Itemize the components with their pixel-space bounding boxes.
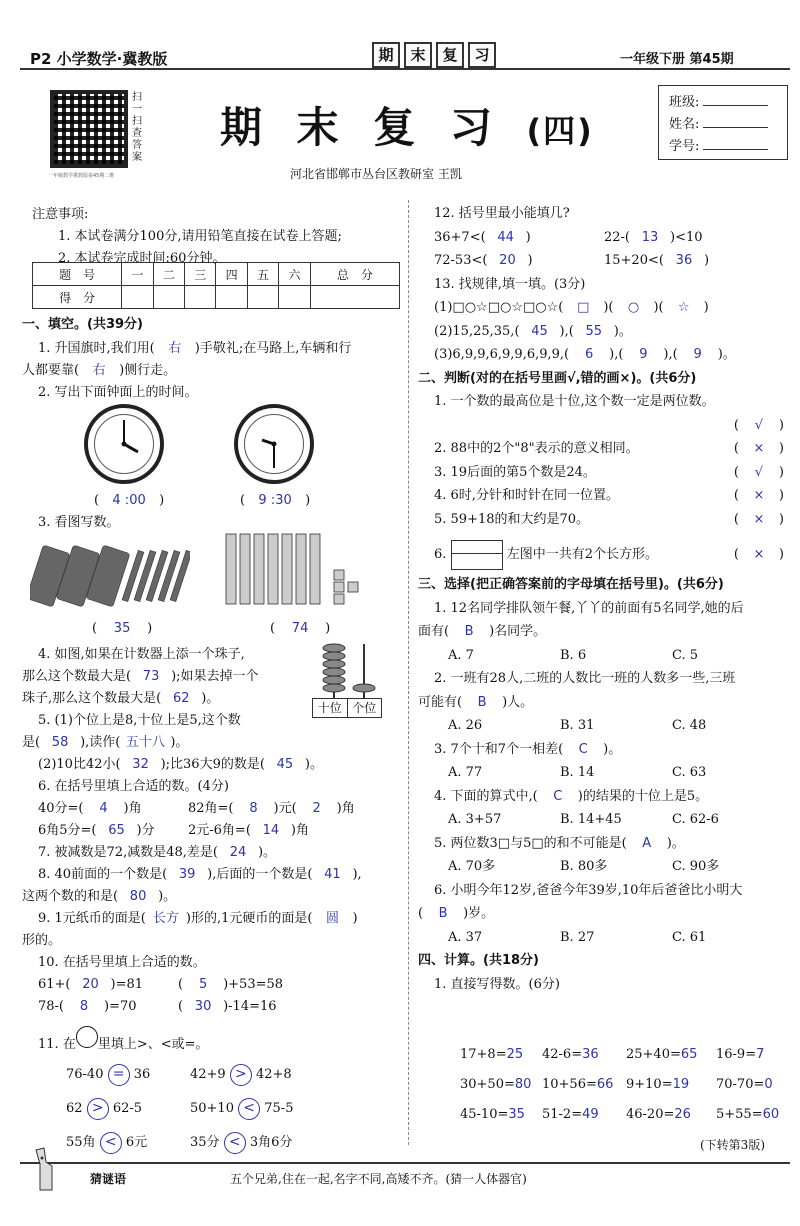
table-cell: 五 xyxy=(247,263,278,286)
calc-row: 30+50=80 10+56=66 9+10=19 70-70=0 xyxy=(460,1077,773,1092)
qr-code-icon[interactable] xyxy=(50,90,128,168)
answer[interactable]: B xyxy=(464,624,474,639)
answer[interactable]: 14 xyxy=(262,823,280,838)
answer[interactable]: 80 xyxy=(129,889,147,904)
q5-to-q11: 5. (1)个位上是8,十位上是5,这个数 是( 58 ),读作( 五十八 )。 (2)10比42小( 32 );比36大9的数是( 45 )。 6. 在括号里填上合适的数。(4分) 40分=( 4 )角 82角=( 8 )元( 2 )角 6角5分=( 65 )分 2元-6角=( 14 )角 7. 被减数是72,减数是48,差是( 24 )。 8. 40前面的一个数是( 39 ),后面的一个数是( 41 ), 这两个数的和是( 80 )。 9. 1元纸币的面是( 长方 )形的,1元硬币的面是( 圆 ) 形的。 10. 在括号里填上合适的数。 61+( 20 )=81 ( 5 )+53=58 78-( 8 )=70 ( 30 )-14=16 11. 在 里填上>、<或=。 xyxy=(22,713,362,1052)
answer[interactable]: C xyxy=(553,788,563,804)
sticks-picture-icon xyxy=(30,540,190,610)
score-cell[interactable] xyxy=(279,286,310,309)
answer[interactable]: 32 xyxy=(132,757,149,772)
section-2-heading: 二、判断(对的在括号里画√,错的画×)。(共6分) xyxy=(418,370,697,386)
answer[interactable]: × xyxy=(753,488,765,503)
notes-head: 注意事项: xyxy=(32,207,89,222)
answer[interactable]: C xyxy=(578,741,588,757)
title-text: 期 末 复 习 xyxy=(220,103,502,152)
answer[interactable]: 73 xyxy=(142,669,160,684)
page-title xyxy=(220,95,594,155)
clock2-answer: ( 9 :30 ) xyxy=(240,490,310,512)
table-cell: 得 分 xyxy=(33,286,122,309)
compare-answer[interactable]: < xyxy=(100,1132,122,1154)
answer[interactable]: √ xyxy=(754,417,764,433)
class-field[interactable] xyxy=(669,92,777,114)
header-edition: P2 小学数学·冀教版 xyxy=(30,50,168,68)
number-field[interactable] xyxy=(669,136,777,158)
answer[interactable]: 36 xyxy=(675,253,693,268)
compare-grid: 76-40 = 36 42+9 > 42+8 62 > 62-5 50+10 < 75-5 55角 < 6元 35分 < 3角6分 xyxy=(66,1058,406,1160)
answer[interactable]: 74 xyxy=(291,621,309,636)
column-divider xyxy=(408,200,409,1145)
note-2: 2. 本试卷完成时间:60分钟。 xyxy=(58,251,226,266)
table-cell: 六 xyxy=(279,263,310,286)
right-column: 12. 括号里最小能填几? 36+7<( 44 ) 22-( 13 )<10 72-53<( 20 ) 15+20<( 36 ) 13. 找规律,填一填。(3分) (1)□○☆□○☆□○☆( □ )( ○ )( ☆ ) (2)15,25,35,( 45 ),( 55 )。 (3)6,9,9,6,9,9,6,9,9,( 6 ),( 9 ),( 9 )。 二、判断(对的在括号里画√,错的画×)。(共6分) 1. 一个数的最高位是十位,这个数一定是两位数。 ( √ ) 2. 88中的2个"8"表示的意义相同。 ( × ) 3. 19后面的第5个数是24。 ( √ ) 4. 6时,分针和时针在同一位置。 ( × ) 5. 59+18的和大约是70。 ( × ) 6. 左图中一共有2个长方形。 ( × ) 三、选择(把正确答案前的字母填在括号里)。(共6分) 1. 12名同学排队领午餐,丫丫的前面有5名同学,她的后 面有( B )名同学。 A. 7 B. 6 C. 5 2. 一班有28人,二班的人数比一班的人数多一些,三班 可能有( B )人。 A. 26 B. 31 C. 48 3. 7个十和7个一相差( C )。 A. 77 B. 14 C. 63 4. 下面的算式中,( C )的结果的十位上是5。 A. 3+57 B. 14+45 C. 62-6 5. 两位数3□与5□的和不可能是( A )。 A. 70多 B. 80多 C. 90多 6. 小明今年12岁,爸爸今年39岁,10年后爸爸比小明大 ( B )岁。 A. 37 B. 27 C. 61 四、计算。(共18分) 1. 直接写得数。(6分) xyxy=(418,202,792,996)
author-line: 河北省邯郸市丛台区教研室 王凯 xyxy=(290,167,462,181)
compare-answer[interactable]: > xyxy=(87,1098,109,1120)
answer[interactable]: ○ xyxy=(627,300,640,315)
answer[interactable]: 13 xyxy=(641,229,659,245)
title-paren: (四) xyxy=(526,112,594,150)
table-cell: 三 xyxy=(185,263,216,286)
score-cell[interactable] xyxy=(247,286,278,309)
footer-label: 猜谜语 xyxy=(90,1172,127,1186)
score-cell[interactable] xyxy=(122,286,153,309)
giraffe-icon xyxy=(26,1144,66,1192)
qr-caption: 一年级数学冀教版第45期二维 xyxy=(48,173,115,179)
answer[interactable]: 长方 xyxy=(152,911,179,926)
answer[interactable]: 9 :30 xyxy=(258,493,292,508)
answer[interactable]: 58 xyxy=(51,735,69,750)
answer[interactable]: 8 xyxy=(249,801,258,816)
circle-icon xyxy=(76,1026,98,1048)
class-label: 班级: xyxy=(669,95,700,110)
answer[interactable]: 9 xyxy=(693,347,702,362)
section-1-heading: 一、填空。(共39分) xyxy=(22,317,143,332)
compare-answer[interactable]: = xyxy=(108,1064,130,1086)
score-table xyxy=(32,262,400,309)
answer[interactable]: B xyxy=(438,906,448,921)
left-column xyxy=(22,314,406,404)
number-label: 学号: xyxy=(669,139,700,154)
answer[interactable]: 右 xyxy=(92,363,106,378)
score-row-values xyxy=(33,286,400,309)
score-cell[interactable] xyxy=(153,286,184,309)
answer[interactable]: 9 xyxy=(639,347,648,362)
score-cell[interactable] xyxy=(216,286,247,309)
q3-answer-1: ( 35 ) xyxy=(92,618,152,640)
answer[interactable]: 55 xyxy=(585,323,603,339)
answer[interactable]: 66 xyxy=(596,1077,614,1092)
score-row-header xyxy=(33,263,400,286)
calc-grid xyxy=(460,1040,790,1130)
abacus-labels: 十位 个位 xyxy=(312,698,382,718)
qr-side-text: 扫一扫 查答案 xyxy=(132,92,142,163)
q4: 4. 如图,如果在计数器上添一个珠子, 那么这个数最大是( 73 );如果去掉一个 珠子,那么这个数最大是( 62 )。 xyxy=(22,644,322,710)
compare-answer[interactable]: < xyxy=(238,1098,260,1120)
answer[interactable]: 45 xyxy=(531,323,548,339)
answer[interactable]: □ xyxy=(577,300,590,315)
answer[interactable]: 19 xyxy=(672,1077,690,1092)
score-cell[interactable] xyxy=(185,286,216,309)
answer[interactable]: 45 xyxy=(276,757,294,772)
answer[interactable]: 36 xyxy=(582,1047,599,1062)
q2: 2. 写出下面钟面上的时间。 xyxy=(38,385,198,400)
header-issue: 一年级下册 第45期 xyxy=(620,52,734,67)
answer[interactable]: × xyxy=(753,547,765,562)
answer[interactable]: 44 xyxy=(497,229,514,245)
answer[interactable]: B xyxy=(477,694,487,710)
answer[interactable]: 80 xyxy=(514,1077,532,1092)
table-cell: 一 xyxy=(122,263,153,286)
note-1: 1. 本试卷满分100分,请用铅笔直接在试卷上答题; xyxy=(58,229,342,244)
rectangle-figure-icon xyxy=(451,540,503,570)
table-cell: 二 xyxy=(153,263,184,286)
answer[interactable]: 60 xyxy=(762,1107,780,1122)
answer[interactable]: 4 xyxy=(99,801,108,816)
answer[interactable]: 30 xyxy=(194,999,212,1014)
section-4-heading: 四、计算。(共18分) xyxy=(418,953,539,968)
compare-answer[interactable]: < xyxy=(224,1132,246,1154)
header-box: 期 xyxy=(372,42,400,68)
q3-answer-2: ( 74 ) xyxy=(270,618,330,640)
answer[interactable]: 右 xyxy=(168,341,182,356)
answer[interactable]: 5 xyxy=(198,977,208,992)
table-cell: 总 分 xyxy=(310,263,399,286)
answer[interactable]: 2 xyxy=(312,801,321,816)
answer[interactable]: 26 xyxy=(674,1107,691,1122)
answer[interactable]: A xyxy=(642,835,652,851)
answer[interactable]: 20 xyxy=(499,253,516,268)
answer[interactable]: 41 xyxy=(324,867,341,882)
header-box: 复 xyxy=(436,42,464,68)
answer[interactable]: 24 xyxy=(229,845,247,860)
answer[interactable]: 49 xyxy=(582,1107,599,1122)
answer[interactable]: 五十八 xyxy=(125,735,165,750)
answer[interactable]: 65 xyxy=(680,1047,698,1062)
clock-icon xyxy=(234,404,314,484)
q1-cont: 人都要靠( 右 )侧行走。 xyxy=(22,360,406,382)
answer[interactable]: 25 xyxy=(506,1047,524,1062)
answer[interactable]: 65 xyxy=(108,823,125,838)
answer[interactable]: 8 xyxy=(79,999,89,1014)
footer-riddle: 五个兄弟,住在一起,名字不同,高矮不齐。(猜一人体器官) xyxy=(230,1172,527,1186)
footer xyxy=(20,1162,790,1192)
answer[interactable]: 0 xyxy=(764,1077,773,1092)
answer[interactable]: × xyxy=(753,511,765,527)
name-label: 姓名: xyxy=(669,117,700,132)
answer[interactable]: ☆ xyxy=(677,300,690,315)
answer[interactable]: 39 xyxy=(178,867,196,882)
clock-icon xyxy=(84,404,164,484)
header-box: 末 xyxy=(404,42,432,68)
answer[interactable]: 6 xyxy=(584,347,594,362)
answer[interactable]: 35 xyxy=(113,621,131,636)
clock1-answer: ( 4 :00 ) xyxy=(94,490,164,512)
answer[interactable]: 圆 xyxy=(325,911,339,926)
name-field[interactable] xyxy=(669,114,777,136)
score-cell[interactable] xyxy=(310,286,399,309)
answer[interactable]: 20 xyxy=(82,977,99,992)
answer[interactable]: × xyxy=(753,441,765,456)
section-3-heading: 三、选择(把正确答案前的字母填在括号里)。(共6分) xyxy=(418,577,724,592)
calc-row: 17+8=25 42-6=36 25+40=65 16-9=7 xyxy=(460,1047,765,1062)
student-info-box xyxy=(658,85,788,160)
header-title-boxes xyxy=(372,42,496,68)
answer[interactable]: √ xyxy=(754,464,764,480)
q1: 1. 升国旗时,我们用( 右 )手敬礼;在马路上,车辆和行 xyxy=(22,338,406,360)
header-box: 习 xyxy=(468,42,496,68)
answer[interactable]: 62 xyxy=(172,691,190,706)
answer[interactable]: 4 :00 xyxy=(112,493,146,508)
continue-note: (下转第3版) xyxy=(700,1138,765,1152)
q3: 3. 看图写数。 xyxy=(38,515,120,530)
answer[interactable]: 35 xyxy=(508,1107,525,1122)
table-cell: 四 xyxy=(216,263,247,286)
blocks-picture-icon xyxy=(222,530,402,606)
abacus-icon xyxy=(316,640,382,700)
notes xyxy=(32,204,402,270)
calc-row: 45-10=35 51-2=49 46-20=26 5+55=60 xyxy=(460,1107,780,1122)
answer[interactable]: 7 xyxy=(756,1047,765,1062)
table-cell: 题 号 xyxy=(33,263,122,286)
compare-answer[interactable]: > xyxy=(230,1064,252,1086)
